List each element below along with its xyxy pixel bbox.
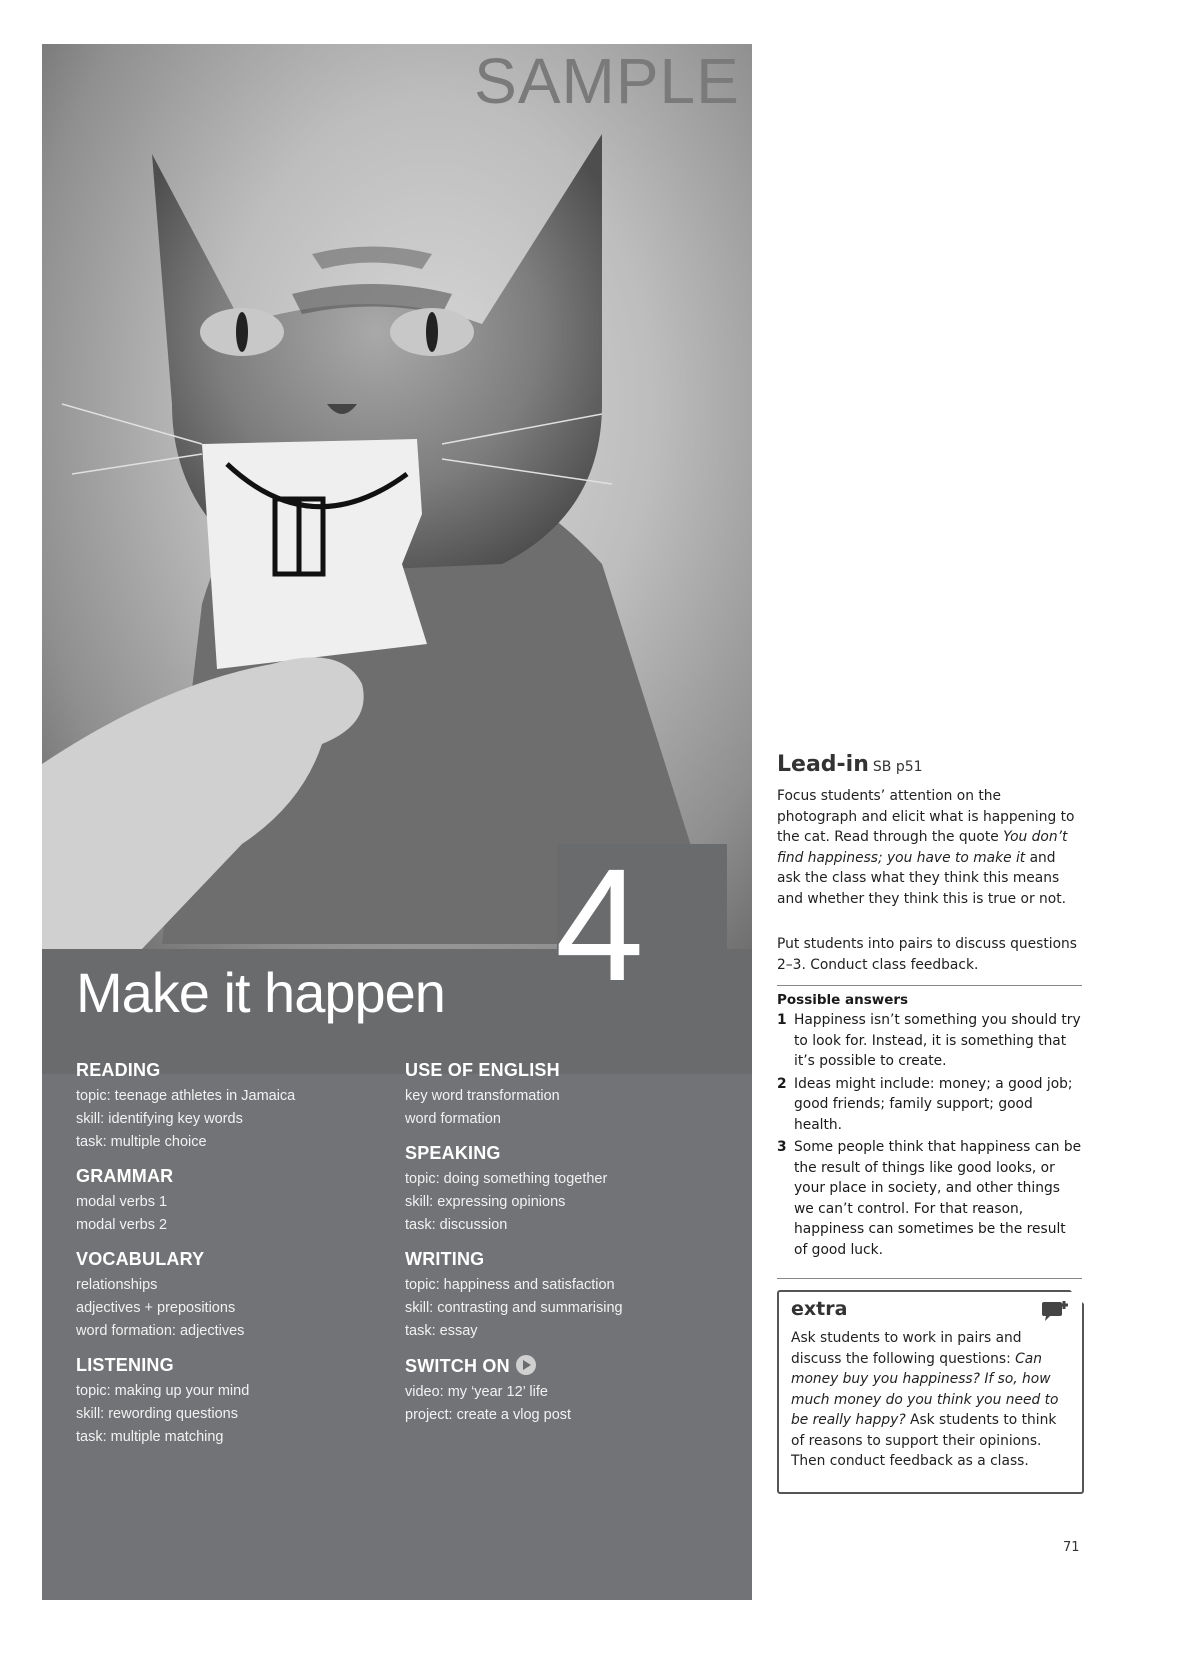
cat-photo xyxy=(42,44,752,949)
section-line: skill: expressing opinions xyxy=(405,1194,566,1210)
extra-text xyxy=(791,1328,1071,1472)
section-writing xyxy=(405,1249,705,1343)
section-switch-on xyxy=(405,1355,705,1427)
section-heading: USE OF ENGLISH xyxy=(405,1060,560,1080)
page-number: 71 xyxy=(1063,1540,1080,1555)
section-line: topic: teenage athletes in Jamaica xyxy=(76,1088,296,1104)
leadin-quote: You don’t find happiness; you have to make it xyxy=(777,829,1068,866)
cat-illustration xyxy=(42,44,752,949)
switch-on-label: SWITCH ON xyxy=(405,1356,510,1376)
section-grammar xyxy=(76,1166,376,1237)
section-line: topic: doing something together xyxy=(405,1171,608,1187)
answer-number: 2 xyxy=(777,1075,787,1092)
section-line: skill: contrasting and summarising xyxy=(405,1300,623,1316)
section-heading xyxy=(405,1355,705,1377)
section-heading: READING xyxy=(76,1060,161,1080)
section-heading: GRAMMAR xyxy=(76,1166,174,1186)
section-line: video: my ‘year 12’ life xyxy=(405,1384,548,1400)
leadin-ref: SB p51 xyxy=(872,759,923,775)
section-line: modal verbs 2 xyxy=(76,1217,168,1233)
section-use-of-english xyxy=(405,1060,705,1131)
answer-text: Ideas might include: money; a good job; good friends; family support; good health. xyxy=(794,1075,1073,1133)
contents-left-column xyxy=(76,1060,376,1461)
extra-text-part: Ask students to think of reasons to support their opinions. Then conduct feedback as a class. xyxy=(791,1412,1057,1469)
extra-question: Can money buy you happiness? If so, how much money do you think you need to be really happy? xyxy=(791,1350,1059,1428)
section-speaking xyxy=(405,1143,705,1237)
section-line: relationships xyxy=(76,1277,158,1293)
section-line: task: essay xyxy=(405,1323,478,1339)
leadin-heading xyxy=(777,752,923,777)
section-line: modal verbs 1 xyxy=(76,1194,168,1210)
section-line: topic: making up your mind xyxy=(76,1383,250,1399)
section-line: adjectives + prepositions xyxy=(76,1300,236,1316)
section-line: key word transformation xyxy=(405,1088,560,1104)
extra-box xyxy=(777,1290,1084,1494)
unit-number: 4 xyxy=(555,835,644,1014)
play-icon xyxy=(516,1355,536,1375)
answer-text: Happiness isn’t something you should try to look for. Instead, it is something that it’s possible to create. xyxy=(794,1012,1081,1069)
leadin-paragraph-2: Put students into pairs to discuss questions 2–3. Conduct class feedback. xyxy=(777,936,1077,973)
divider-top xyxy=(777,985,1082,986)
section-line: task: discussion xyxy=(405,1217,508,1233)
section-line: project: create a vlog post xyxy=(405,1407,572,1423)
section-heading: WRITING xyxy=(405,1249,485,1269)
possible-answers xyxy=(777,992,1082,1262)
section-line: skill: rewording questions xyxy=(76,1406,238,1422)
possible-answers-heading: Possible answers xyxy=(777,992,909,1008)
extra-heading: extra xyxy=(791,1298,848,1320)
section-line: task: multiple matching xyxy=(76,1429,224,1445)
extra-text-part: Ask students to work in pairs and discuss the following questions: xyxy=(791,1330,1022,1367)
sample-watermark: SAMPLE xyxy=(474,45,740,117)
section-vocabulary xyxy=(76,1249,376,1343)
answer-number: 1 xyxy=(777,1012,787,1028)
section-line: word formation: adjectives xyxy=(76,1323,245,1339)
section-line: word formation xyxy=(405,1111,501,1127)
speech-bubble-plus-icon xyxy=(1040,1300,1070,1328)
divider-bottom xyxy=(777,1278,1082,1279)
contents-right-column xyxy=(405,1060,705,1439)
section-reading xyxy=(76,1060,376,1154)
answer-text: Some people think that happiness can be the result of things like good looks, or your place in society, and other things we can’t control. For that reason, happiness can sometimes be the result of good luck. xyxy=(794,1139,1082,1258)
section-line: skill: identifying key words xyxy=(76,1111,243,1127)
leadin-title: Lead-in xyxy=(777,752,869,777)
section-heading: LISTENING xyxy=(76,1355,174,1375)
leadin-text: Focus students’ attention on the photograph and elicit what is happening to the cat. Read through the quote xyxy=(777,788,1075,845)
section-heading: SPEAKING xyxy=(405,1143,501,1163)
section-line: task: multiple choice xyxy=(76,1134,207,1150)
leadin-text: and ask the class what they think this means and whether they think this is true or not. xyxy=(777,849,1067,907)
answer-number: 3 xyxy=(777,1139,787,1155)
answer-item xyxy=(777,1074,1082,1136)
answer-item xyxy=(777,1137,1082,1260)
possible-answers-list xyxy=(777,1010,1082,1260)
answer-item xyxy=(777,1010,1082,1072)
leadin-paragraph-1 xyxy=(777,786,1082,909)
unit-title: Make it happen xyxy=(76,961,445,1024)
extra-corner xyxy=(1070,1290,1084,1304)
section-line: topic: happiness and satisfaction xyxy=(405,1277,615,1293)
section-heading: VOCABULARY xyxy=(76,1249,205,1269)
section-listening xyxy=(76,1355,376,1449)
